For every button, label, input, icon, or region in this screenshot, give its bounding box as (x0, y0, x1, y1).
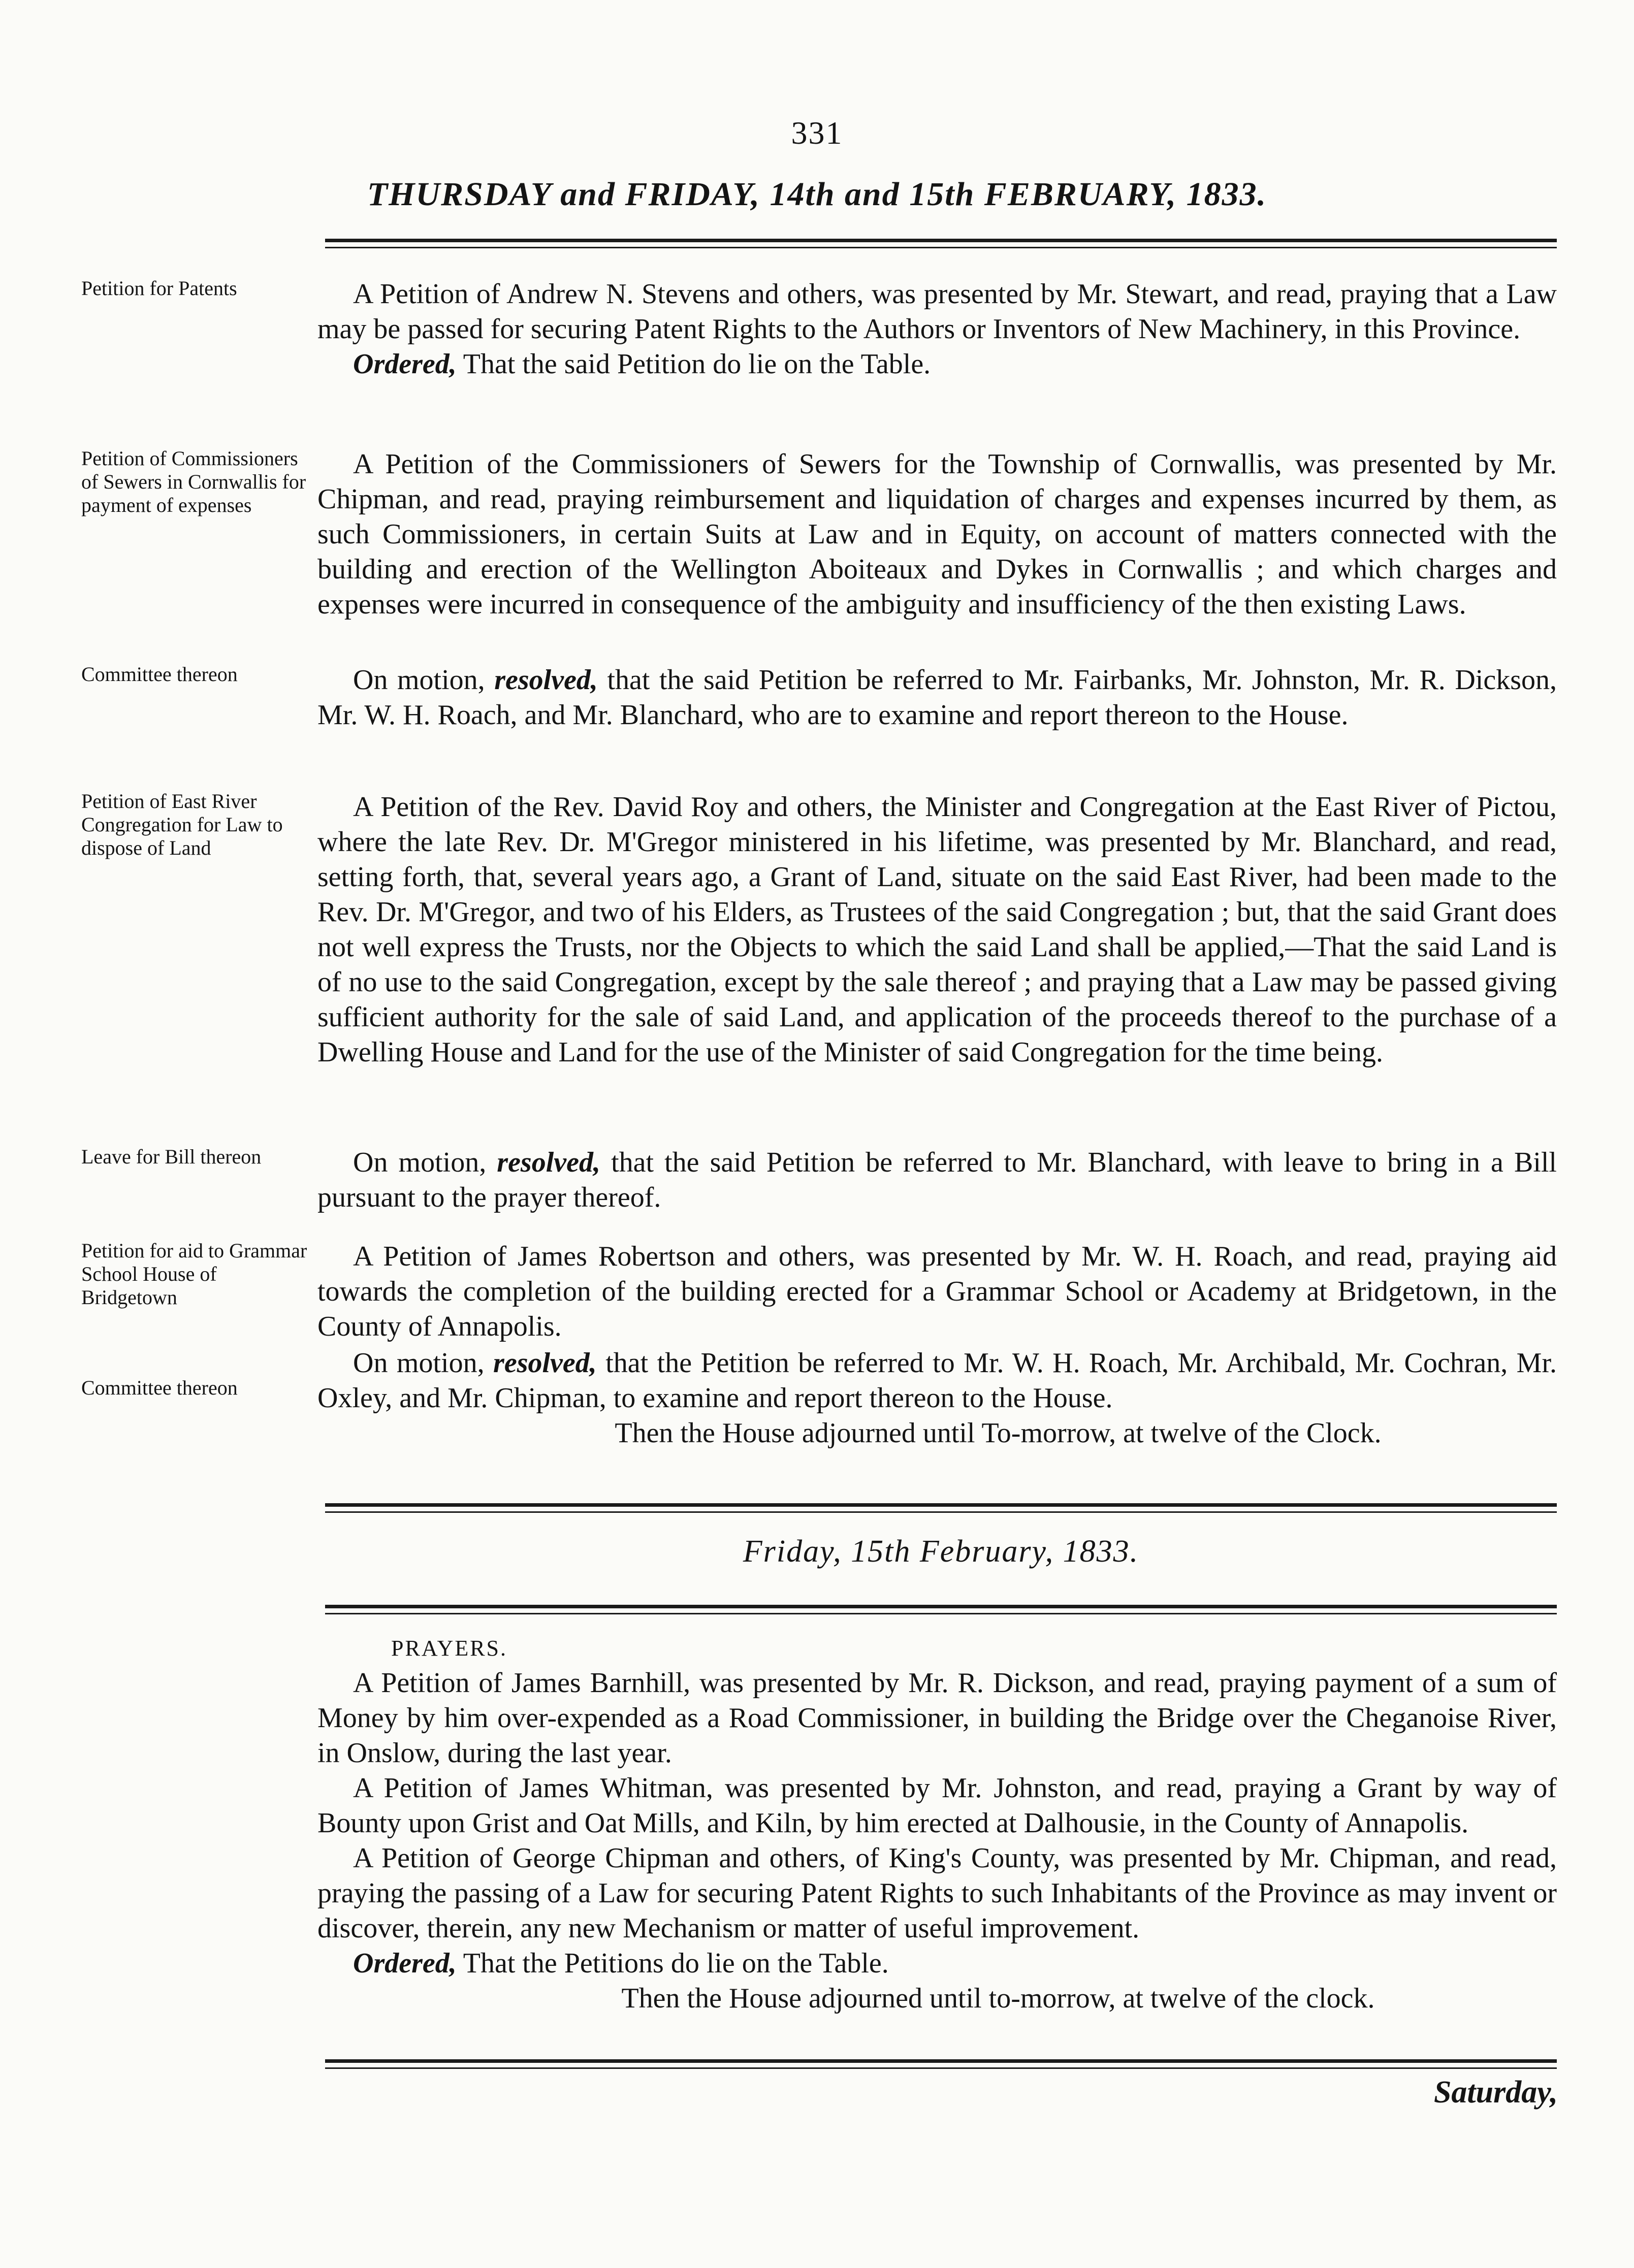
entry-committee-2 (317, 1346, 1557, 1451)
entry-cornwallis (317, 447, 1557, 622)
margin-note-committee-1: Committee thereon (81, 663, 238, 686)
ordered-line (317, 347, 1557, 382)
header-rule (325, 239, 1557, 248)
motion-lead: On motion, (353, 664, 485, 696)
margin-note-leave-bill: Leave for Bill thereon (81, 1145, 262, 1168)
ordered-label: Ordered, (353, 1948, 457, 1979)
motion-line (317, 1145, 1557, 1215)
motion-text: that the said Petition be referred to Mr. Fairbanks, Mr. Johnston, Mr. R. Dickson, Mr. W. H. Roach, and Mr. Blanchard, who are to examine and report thereon to the House. (317, 664, 1557, 731)
footer-rule (325, 2059, 1557, 2069)
motion-word: resolved, (497, 1147, 600, 1178)
friday-entries (317, 1666, 1557, 2016)
adjourned-line: Then the House adjourned until to-morrow, at twelve of the clock. (621, 1983, 1375, 2014)
ordered-line (317, 1946, 1557, 1981)
motion-text: that the Petition be referred to Mr. W. H. Roach, Mr. Archibald, Mr. Cochran, Mr. Oxley, and Mr. Chipman, to examine and report thereon to the House. (317, 1347, 1557, 1414)
section-rule (325, 1605, 1557, 1614)
ordered-text: That the said Petition do lie on the Table. (463, 348, 931, 380)
motion-word: resolved, (493, 1347, 597, 1379)
margin-note-grammar-school: Petition for aid to Grammar School House of Bridgetown (81, 1239, 307, 1309)
entry-paragraph: A Petition of James Robertson and others, was presented by Mr. W. H. Roach, and read, praying aid towards the completion of the building erected for a Grammar School or Academy at Bridgetown, in the County of Annapolis. (317, 1241, 1557, 1342)
entry-paragraph: A Petition of James Whitman, was presented by Mr. Johnston, and read, praying a Grant by way of Bounty upon Grist and Oat Mills, and Kiln, by him erected at Dalhousie, in the County of Annapolis. (317, 1772, 1557, 1839)
entry-paragraph: A Petition of James Barnhill, was presented by Mr. R. Dickson, and read, praying payment of a sum of Money by him over-expended as a Road Commissioner, in building the Bridge over the Cheganoise River, in Onslow, during the last year. (317, 1667, 1557, 1769)
motion-line (317, 663, 1557, 733)
prayers-label: PRAYERS. (391, 1636, 508, 1661)
entry-paragraph: A Petition of the Commissioners of Sewers for the Township of Cornwallis, was presented by Mr. Chipman, and read, praying reimbursement and liquidation of charges and expenses incurred by them, as such Commissioners, in certain Suits at Law and in Equity, on account of matters connected with the building and erection of the Wellington Aboiteaux and Dykes in Cornwallis ; and which charges and expenses were incurred in consequence of the ambiguity and insufficiency of the then existing Laws. (317, 448, 1557, 620)
ordered-text: That the Petitions do lie on the Table. (463, 1948, 889, 1979)
motion-word: resolved, (494, 664, 598, 696)
catchword: Saturday, (1433, 2075, 1558, 2110)
motion-lead: On motion, (353, 1347, 485, 1379)
margin-note-east-river: Petition of East River Congregation for Law to dispose of Land (81, 790, 283, 859)
entry-east-river (317, 790, 1557, 1070)
entry-patents (317, 277, 1557, 382)
entry-leave-bill (317, 1145, 1557, 1215)
entry-committee-1 (317, 663, 1557, 733)
page-number: 331 (791, 115, 843, 151)
margin-note-cornwallis: Petition of Commissioners of Sewers in Cornwallis for payment of expenses (81, 447, 306, 516)
adjourned-line: Then the House adjourned until To-morrow, at twelve of the Clock. (615, 1417, 1382, 1449)
motion-line (317, 1346, 1557, 1416)
running-head: THURSDAY and FRIDAY, 14th and 15th FEBRUARY, 1833. (367, 176, 1267, 213)
motion-text: that the said Petition be referred to Mr. Blanchard, with leave to bring in a Bill pursuant to the prayer thereof. (317, 1147, 1557, 1213)
section-rule (325, 1503, 1557, 1513)
entry-paragraph: A Petition of the Rev. David Roy and others, the Minister and Congregation at the East River of Pictou, where the late Rev. Dr. M'Gregor ministered in his lifetime, was presented by Mr. Blanchard, and read, setting forth, that, several years ago, a Grant of Land, situate on the said East River, had been made to the Rev. Dr. M'Gregor, and two of his Elders, as Trustees of the said Congregation ; but, that the said Grant does not well express the Trusts, nor the Objects to which the said Land shall be applied,—That the said Land is of no use to the said Congregation, except by the sale thereof ; and praying that a Law may be passed giving sufficient authority for the sale of said Land, and application of the proceeds thereof to the purchase of a Dwelling House and Land for the use of the Minister of said Congregation for the time being. (317, 791, 1557, 1068)
motion-lead: On motion, (353, 1147, 487, 1178)
entry-grammar-school (317, 1239, 1557, 1344)
entry-paragraph: A Petition of George Chipman and others, of King's County, was presented by Mr. Chipman, and read, praying the passing of a Law for securing Patent Rights to such Inhabitants of the Province as may invent or discover, therein, any new Mechanism or matter of useful improvement. (317, 1842, 1557, 1944)
entry-paragraph: A Petition of Andrew N. Stevens and others, was presented by Mr. Stewart, and read, praying that a Law may be passed for securing Patent Rights to the Authors or Inventors of New Machinery, in this Province. (317, 278, 1557, 345)
margin-note-patents: Petition for Patents (81, 277, 237, 300)
ordered-label: Ordered, (353, 348, 457, 380)
day-heading: Friday, 15th February, 1833. (743, 1534, 1139, 1569)
margin-note-committee-2: Committee thereon (81, 1376, 238, 1399)
